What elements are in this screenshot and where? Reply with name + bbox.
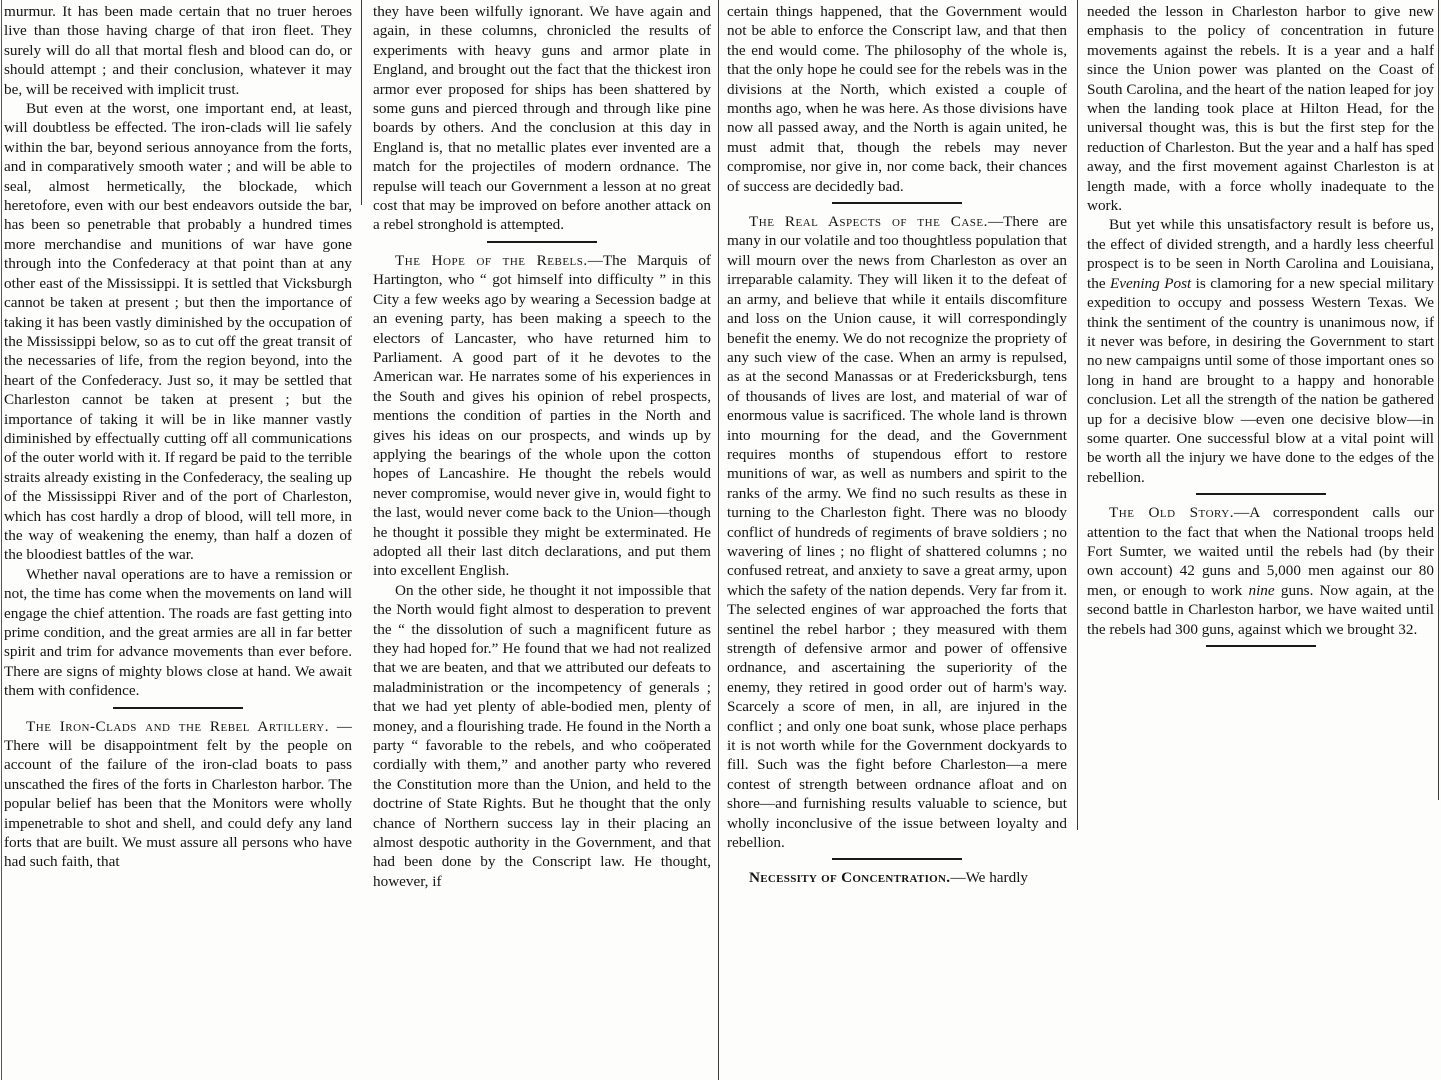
article-paragraph: certain things happened, that the Government would not be able to enforce the Conscript law, and that then the end would come. The philosophy of the whole is, that the only hope he could see for the rebels was in the divisions at the North, which existed a couple of months ago, when he was here. As those divisions have now all passed away, and the North is again united, he must admit that, though the rebels may never compromise, nor give in, nor come back, their chances of success are decidedly bad. xyxy=(727,3,1067,195)
section-heading-real-aspects: The Real Aspects of the Case. xyxy=(749,213,988,231)
column-1 xyxy=(4,2,352,1078)
section-rule xyxy=(832,202,962,204)
newspaper-name: Evening Post xyxy=(1110,274,1192,292)
article-text: —There will be disappointment felt by the people on account of the failure of the iron-clad boats to pass unscathed the fires of the forts in Charleston harbor. The popular belief has been that the Monitors were wholly impenetrable to shot and shell, and could defy any land forts that are built. We must assure all persons who have had such faith, that xyxy=(4,717,352,871)
left-edge-rule xyxy=(1,0,2,1080)
column-rule-3 xyxy=(1077,0,1078,830)
section-heading-hope-of-rebels: The Hope of the Rebels. xyxy=(395,251,588,269)
article-text: —There are many in our volatile and too thoughtless population that will mourn over the news from Charleston as over an irreparable calamity. They will liken it to the defeat of an army, and believe that while it entails discomfiture and loss on the Union cause, it will correspondingly benefit the enemy. We do not recognize the propriety of any such view of the case. When an army is repulsed, as at the second Manassas or at Fredericksburgh, tens of thousands of lives are lost, and material of war of enormous value is sacrificed. The whole land is thrown into mourning for the dead, and the Government requires months of stupendous effort to restore munitions of war, as well as numbers and spirit to the ranks of the army. We find no such results as these in turning to the Charleston fight. There was no bloody conflict of hundreds of regiments of brave soldiers ; no wavering of lines ; no flight of shattered columns ; no confused retreat, and anxiety to save a great army, upon which the safety of the nation depends. Very far from it. The selected engines of war approached the forts that sentinel the rebel harbor ; they measured with them strength of defensive armor and power of offensive ordnance, and ascertaining the superiority of the enemy, they retired in good order out of harm's way. Scarcely a score of men, in all, are injured in the conflict ; and only one boat sunk, whose place perhaps it is not worth while for the Government dockyards to fill. Such was the fight before Charleston—a mere contest of strength between ordnance afloat and on shore—and furnishing results valuable to science, but wholly inconclusive of the issue between loyalty and rebellion. xyxy=(727,213,1067,852)
article-paragraph: But even at the worst, one important end, at least, will doubtless be effected. The iron-clads will lie safely within the bar, beyond serious annoyance from the forts, and in comparatively smooth water ; and will be able to seal, almost hermetically, the blockade, which heretofore, even with our best endeavors outside the bar, has been so penetrable that probably a hundred times more merchandise and munitions of war have gone through into the Confederacy at that point than at any other east of the Mississippi. It is settled that Vicksburgh cannot be taken at present ; but then the importance of taking it has been vastly diminished by the occupation of the Mississippi below, so as to cut off the great transit of the necessaries of life, from the region beyond, into the heart of the Confederacy. Just so, it may be settled that Charleston cannot be taken at present ; but the importance of taking it will be in like manner vastly diminished by effectually cutting off all communications of the outer world with it. If regard be paid to the terrible straits already existing in the Confederacy, the sealing up of the Mississippi River and of the port of Charleston, which has cost hardly a drop of blood, will tell more, in the way of weakening the enemy, than half a dozen of the bloodiest battles of the war. xyxy=(4,100,352,564)
article-paragraph: murmur. It has been made certain that no truer heroes live than those having charge of that iron fleet. They surely will do all that mortal flesh and blood can do, or should attempt ; and their conclusion, whatever it may be, will be received with implicit trust. xyxy=(4,3,352,98)
article-text: —We hardly xyxy=(950,869,1029,887)
article-paragraph xyxy=(1087,503,1434,639)
column-4 xyxy=(1087,2,1434,1078)
article-text: guns. Now again, at the second battle in Charleston harbor, we have waited until the rebels had 300 guns, against which we brought 32. xyxy=(1087,581,1434,638)
article-paragraph xyxy=(4,717,352,872)
article-paragraph xyxy=(727,868,1067,887)
section-rule xyxy=(1206,645,1316,647)
article-text: —The Marquis of Hartington, who “ got himself into difficulty ” in this City a few weeks ago by wearing a Secession badge at an evening party, has been making a speech to the electors of Lancaster, who have returned him to Parliament. A good part of it he devotes to the American war. He narrates some of his experiences in the South and gives his opinion of rebel prospects, mentions the condition of parties in the North and gives his ideas on our prospects, and winds up by applying the bearings of the whole upon the cotton hopes of Lancashire. He thought the rebels would never compromise, would never give in, would fight to the last, would never come back to the Union—though he thought it possible they might be exterminated. He adopted all their last ditch declarations, and put them into excellent English. xyxy=(373,251,711,580)
column-rule-4 xyxy=(1438,0,1439,800)
article-paragraph: needed the lesson in Charleston harbor to give new emphasis to the policy of concentration in future movements against the rebels. It is a year and a half since the Union power was planted on the Coast of South Carolina, and the heart of the nation leaped for joy when the landing took place at Hilton Head, for the universal thought was, this is but the first step for the reduction of Charleston. But the year and a half has sped away, and the first movement against Charleston is at length made, with a force wholly inadequate to the work. xyxy=(1087,3,1434,215)
section-heading-iron-clads: The Iron-Clads and the Rebel Artillery. xyxy=(26,717,330,735)
column-rule-2 xyxy=(718,0,719,1080)
column-rule-1 xyxy=(361,0,362,205)
article-paragraph xyxy=(373,251,711,581)
section-rule xyxy=(1196,493,1326,495)
emphasis-word: nine xyxy=(1248,581,1275,599)
article-text: is clamoring for a new special military expedition to occupy and possess Western Texas. We think the sentiment of the country is unanimous now, if it never was before, in desiring the Government to start no new campaigns until some of those important ones so long in hand are brought to a happy and honorable conclusion. Let all the strength of the nation be gathered up for a decisive blow —even one decisive blow—in some quarter. One successful blow at a vital point will be worth all the injury we have done to the edges of the rebellion. xyxy=(1087,274,1434,486)
section-heading-concentration: Necessity of Concentration. xyxy=(749,869,951,887)
article-text: —A correspondent calls our attention to the fact that when the National troops held Fort Sumter, we waited until the rebels had (by their own account) 42 guns and 5,000 men against our 80 men, or enough to work xyxy=(1087,504,1434,599)
column-2 xyxy=(373,2,711,1078)
section-heading-old-story: The Old Story. xyxy=(1109,504,1234,522)
article-paragraph xyxy=(727,212,1067,852)
column-3 xyxy=(727,2,1067,1078)
section-rule xyxy=(832,858,962,860)
article-text: But yet while this unsatisfactory result is before us, the effect of divided strength, and a hardly less cheerful prospect is to be seen in North Carolina and Louisiana, the xyxy=(1087,216,1434,292)
article-paragraph xyxy=(1087,215,1434,487)
article-paragraph: Whether naval operations are to have a remission or not, the time has come when the movements on land will engage the chief attention. The roads are fast getting into prime condition, and the great armies are all in far better spirit and trim for advance movements than ever before. There are signs of mighty blows close at hand. We await them with confidence. xyxy=(4,565,352,700)
section-rule xyxy=(113,707,243,709)
article-paragraph: On the other side, he thought it not impossible that the North would fight almost to desperation to prevent the “ the dissolution of such a magnificent future as they had hoped for.” He found that we had not realized that we are beaten, and that we attributed our defeats to maladministration or the incompetency of generals ; that we had yet plenty of able-bodied men, plenty of money, and a flourishing trade. He found in the North a party “ favorable to the rebels, and who coöperated cordially with them,” and another party who revered the Constitution more than the Union, and held to the doctrine of State Rights. But he thought that the only chance of Northern success lay in their placing an almost despotic authority in the Government, and that had been done by the Conscript law. He thought, however, if xyxy=(373,581,711,890)
article-paragraph: they have been wilfully ignorant. We have again and again, in these columns, chronicled the results of experiments with heavy guns and armor plate in England, and brought out the fact that the thickest iron armor ever proposed for ships has been shattered by some guns and pierced through and through like pine boards by others. And the conclusion at this day in England is, that no metallic plates ever invented are a match for the projectiles of modern ordnance. The repulse will teach our Government a lesson at no great cost that may be improved on before another attack on a rebel stronghold is attempted. xyxy=(373,3,711,234)
section-rule xyxy=(487,241,597,243)
